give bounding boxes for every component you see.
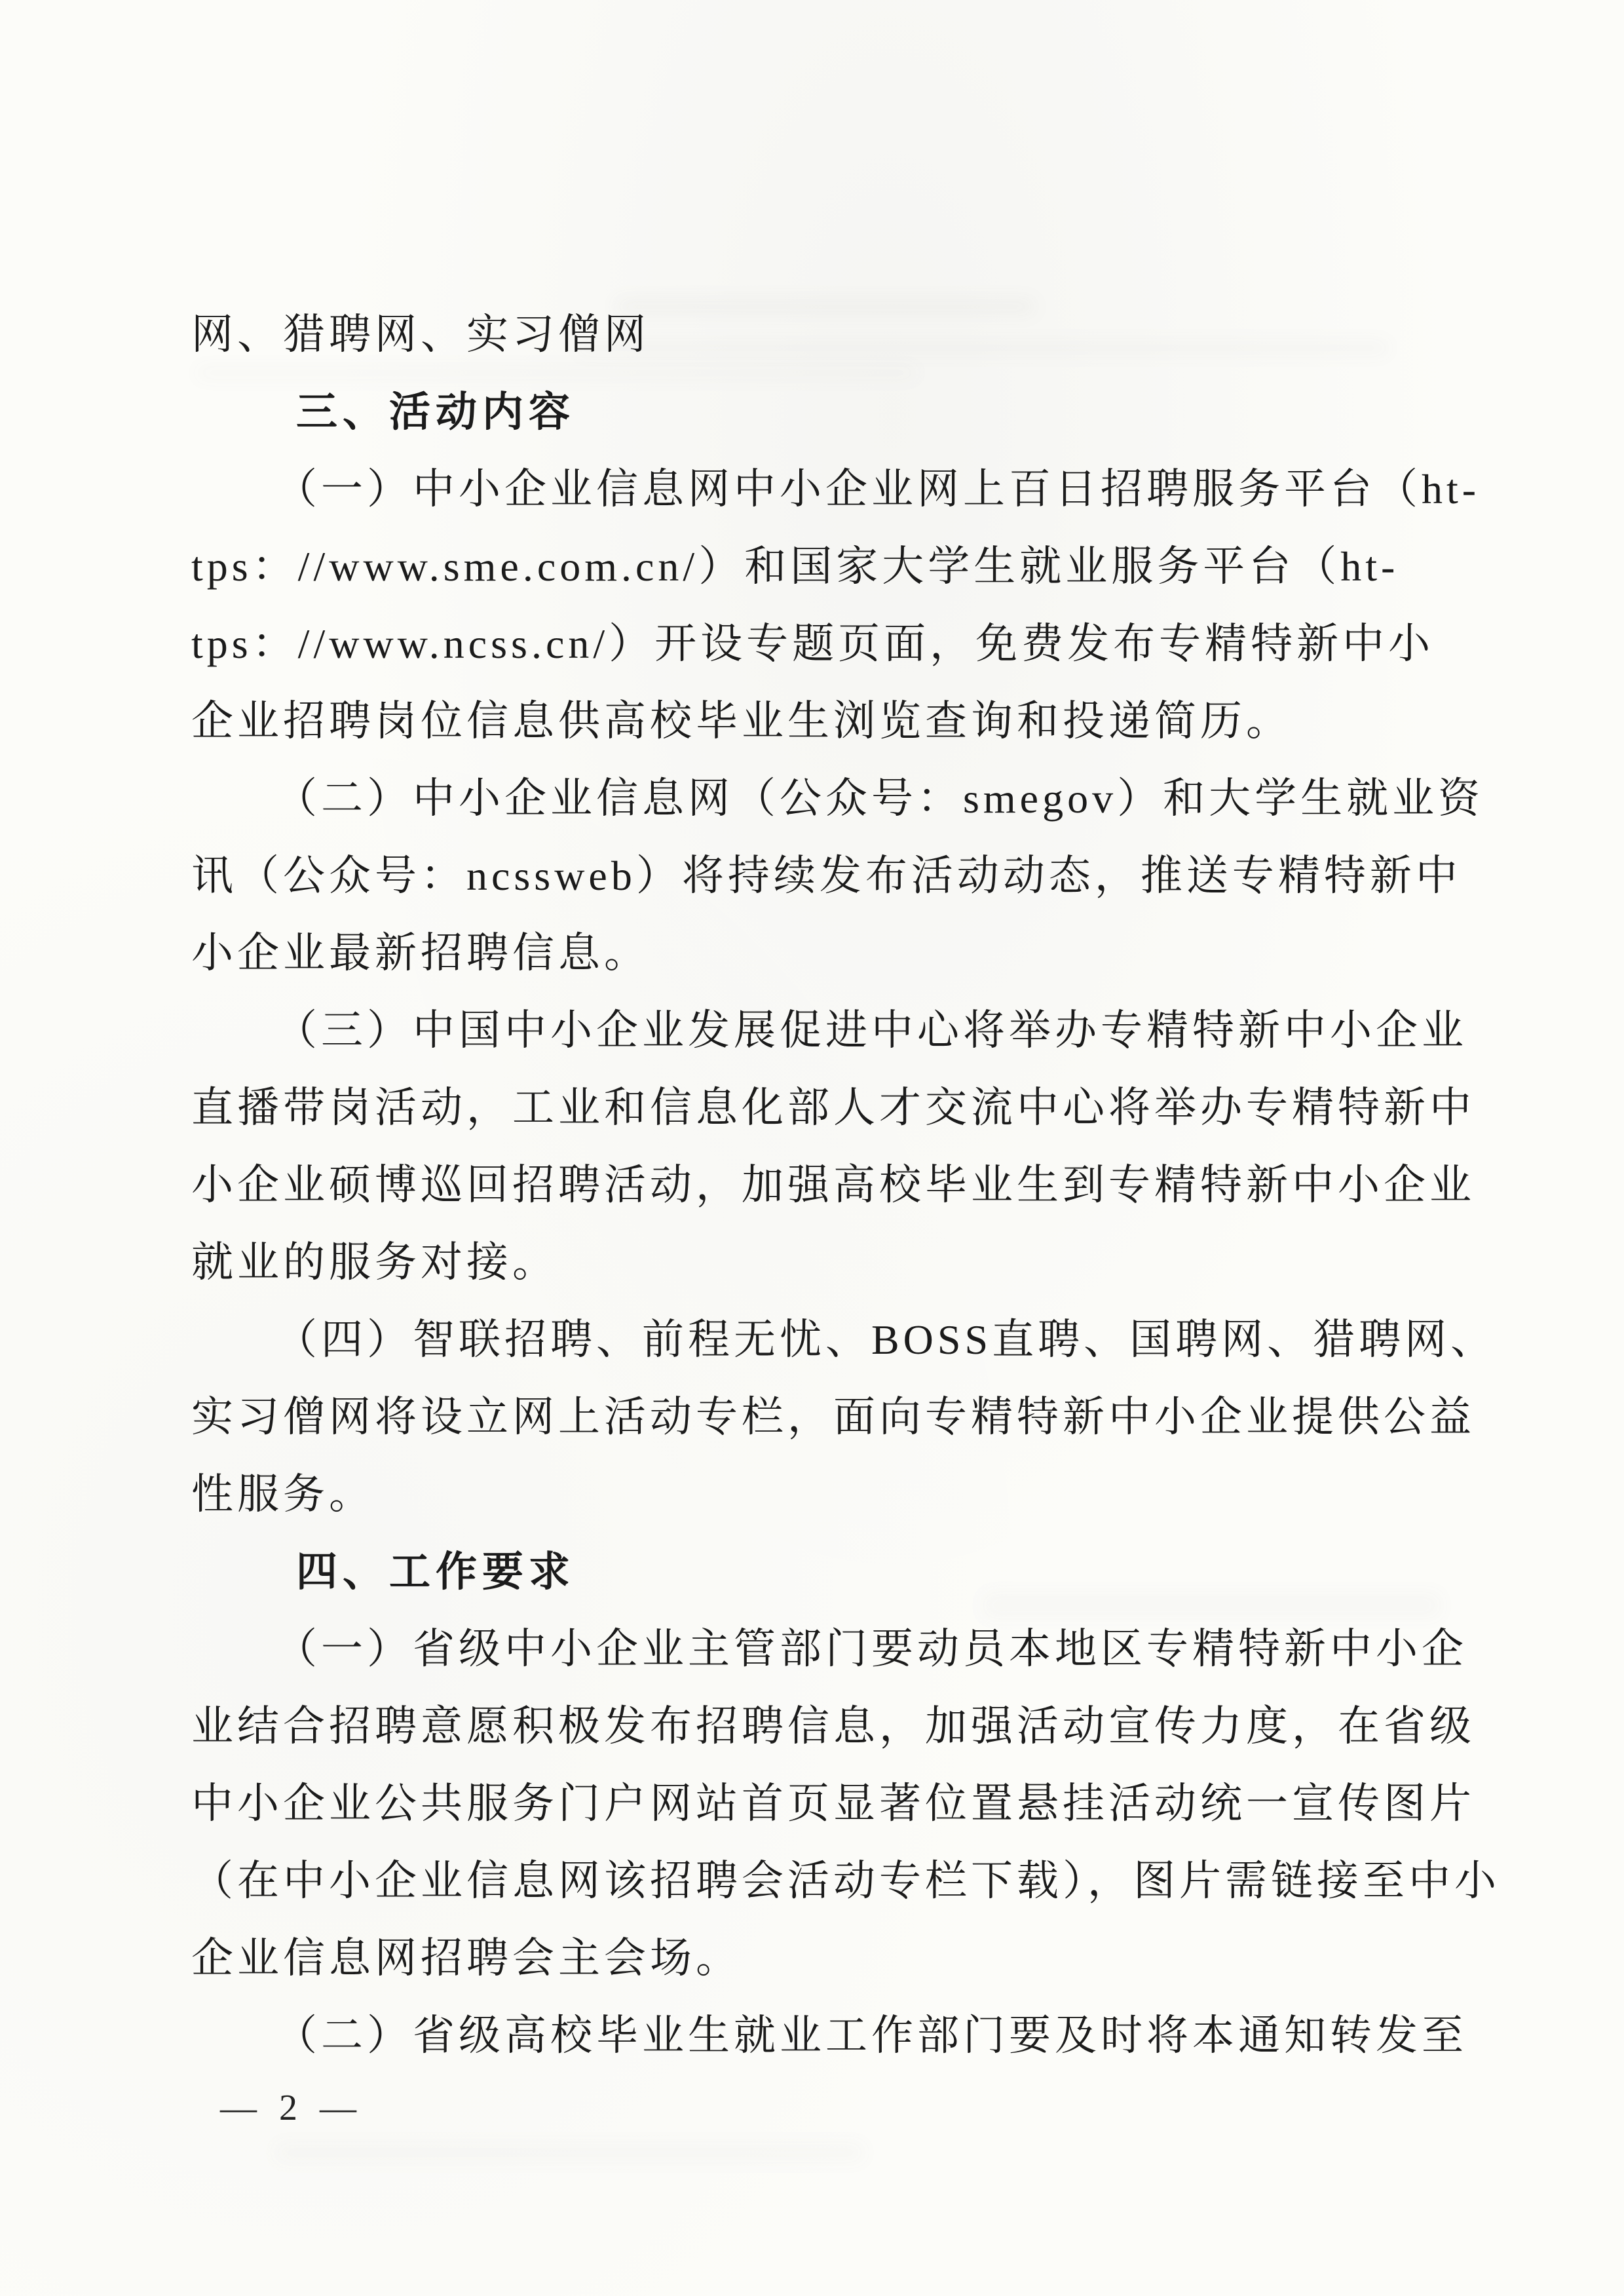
text-line: 直播带岗活动，工业和信息化部人才交流中心将举办专精特新中 — [191, 1084, 1475, 1131]
text-line: tps：//www.ncss.cn/）开设专题页面，免费发布专精特新中小 — [191, 621, 1435, 667]
text-line: tps：//www.sme.com.cn/）和国家大学生就业服务平台（ht- — [191, 543, 1399, 590]
paragraph-start: （二）中小企业信息网（公众号：smegov）和大学生就业资 — [275, 775, 1484, 822]
paragraph-start: （四）智联招聘、前程无忧、BOSS直聘、国聘网、猎聘网、 — [275, 1316, 1497, 1363]
text-line: 实习僧网将设立网上活动专栏，面向专精特新中小企业提供公益 — [191, 1394, 1475, 1440]
page-number: — 2 — — [220, 2088, 363, 2128]
text-line: 性服务。 — [191, 1471, 375, 1518]
paragraph-start: （一）省级中小企业主管部门要动员本地区专精特新中小企 — [275, 1626, 1467, 1672]
text-line: 企业信息网招聘会主会场。 — [191, 1935, 742, 1981]
text-line: 企业招聘岗位信息供高校毕业生浏览查询和投递简历。 — [191, 698, 1292, 744]
text-line: （在中小企业信息网该招聘会活动专栏下载），图片需链接至中小 — [191, 1858, 1500, 1904]
text-line: 业结合招聘意愿积极发布招聘信息，加强活动宣传力度，在省级 — [191, 1703, 1475, 1750]
paragraph-start: （二）省级高校毕业生就业工作部门要及时将本通知转发至 — [275, 2012, 1467, 2059]
section-heading: 三、活动内容 — [296, 388, 575, 436]
text-line: 讯（公众号：ncssweb）将持续发布活动动态，推送专精特新中 — [191, 852, 1462, 899]
text-line: 小企业最新招聘信息。 — [191, 930, 650, 976]
paragraph-start: （一）中小企业信息网中小企业网上百日招聘服务平台（ht- — [275, 466, 1481, 512]
text-line: 就业的服务对接。 — [191, 1239, 558, 1286]
document-body — [191, 296, 1500, 2075]
section-heading: 四、工作要求 — [296, 1548, 575, 1596]
text-line: 中小企业公共服务门户网站首页显著位置悬挂活动统一宣传图片 — [191, 1780, 1475, 1827]
paragraph-start: （三）中国中小企业发展促进中心将举办专精特新中小企业 — [275, 1007, 1467, 1054]
text-line: 网、猎聘网、实习僧网 — [191, 311, 650, 358]
scan-artifact — [275, 2143, 865, 2162]
text-line: 小企业硕博巡回招聘活动，加强高校毕业生到专精特新中小企业 — [191, 1162, 1475, 1208]
